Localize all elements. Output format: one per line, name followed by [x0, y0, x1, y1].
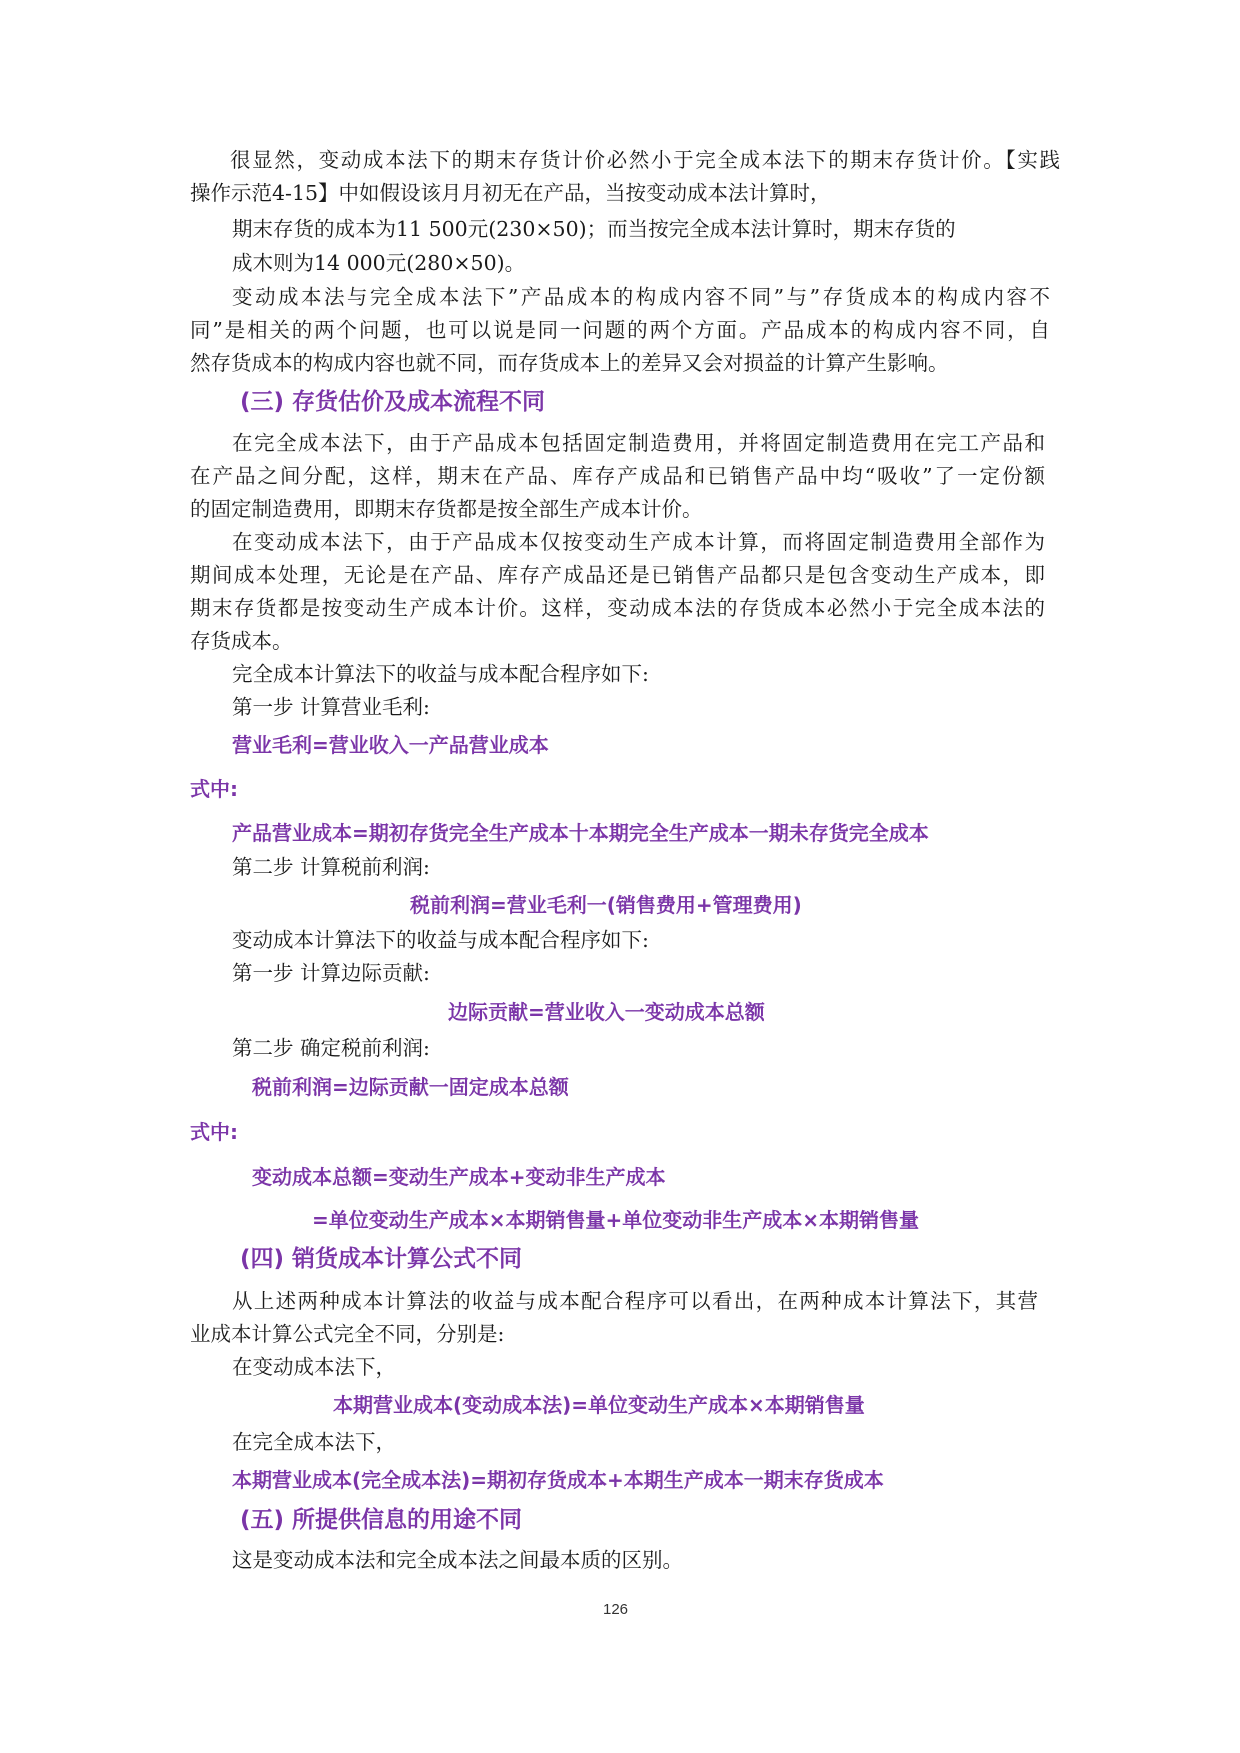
paragraph-line: 第二步 确定税前利润:	[232, 1036, 430, 1060]
page-number: 126	[603, 1601, 629, 1618]
paragraph-line: 在产品之间分配，这样，期末在产品、库存产成品和已销售产品中均“吸收”了一定份额	[190, 464, 1045, 488]
paragraph-line: 变动成本计算法下的收益与成本配合程序如下:	[232, 928, 649, 952]
paragraph-line: 在变动成本法下，	[232, 1355, 396, 1379]
paragraph-line: 在完全成本法下，	[232, 1430, 396, 1454]
section-heading: (三) 存货估价及成本流程不同	[240, 389, 546, 415]
section-heading: (五) 所提供信息的用途不同	[240, 1507, 523, 1533]
paragraph-line: 的固定制造费用，即期末存货都是按全部生产成本计价。	[190, 497, 703, 521]
section-heading: (四) 销货成本计算公式不同	[240, 1246, 523, 1272]
formula-label: 式中:	[190, 777, 238, 801]
paragraph-line: 同”是相关的两个问题，也可以说是同一问题的两个方面。产品成本的构成内容不同，自	[190, 318, 1050, 342]
paragraph-line: 第一步 计算边际贡献:	[232, 961, 430, 985]
paragraph-line: 这是变动成本法和完全成本法之间最本质的区别。	[232, 1548, 683, 1572]
paragraph-line: 从上述两种成本计算法的收益与成本配合程序可以看出，在两种成本计算法下，其营	[232, 1289, 1038, 1313]
formula: =单位变动生产成本×本期销售量+单位变动非生产成本×本期销售量	[312, 1208, 920, 1232]
paragraph-line: 在完全成本法下，由于产品成本包括固定制造费用，并将固定制造费用在完工产品和	[232, 431, 1045, 455]
formula: 税前利润=边际贡献一固定成本总额	[252, 1075, 569, 1099]
paragraph-line: 期末存货的成本为11 500元(230×50)；而当按完全成本法计算时，期末存货的	[232, 217, 956, 241]
formula: 本期营业成本(完全成本法)=期初存货成本+本期生产成本一期末存货成本	[232, 1468, 884, 1492]
paragraph-line: 在变动成本法下，由于产品成本仅按变动生产成本计算，而将固定制造费用全部作为	[232, 530, 1045, 554]
paragraph-line: 存货成本。	[190, 629, 293, 653]
formula: 边际贡献=营业收入一变动成本总额	[448, 1000, 765, 1024]
paragraph-line: 期末存货都是按变动生产成本计价。这样，变动成本法的存货成本必然小于完全成本法的	[190, 596, 1045, 620]
formula: 产品营业成本=期初存货完全生产成本十本期完全生产成本一期未存货完全成本	[232, 821, 929, 845]
formula: 变动成本总额=变动生产成本+变动非生产成本	[252, 1165, 666, 1189]
paragraph-line: 变动成本法与完全成本法下”产品成本的构成内容不同”与”存货成本的构成内容不	[232, 285, 1050, 309]
paragraph-line: 业成本计算公式完全不同，分别是:	[190, 1322, 505, 1346]
formula: 营业毛利=营业收入一产品营业成本	[232, 733, 549, 757]
paragraph-line: 成木则为14 000元(280×50)。	[232, 251, 526, 275]
formula-label: 式中:	[190, 1120, 238, 1144]
paragraph-line: 第一步 计算营业毛利:	[232, 695, 430, 719]
paragraph-line: 完全成本计算法下的收益与成本配合程序如下:	[232, 662, 649, 686]
formula: 本期营业成本(变动成本法)=单位变动生产成本×本期销售量	[333, 1393, 865, 1417]
paragraph-line: 然存货成本的构成内容也就不同，而存货成本上的差异又会对损益的计算产生影响。	[190, 351, 949, 375]
formula: 税前利润=营业毛利一(销售费用+管理费用)	[410, 893, 802, 917]
paragraph-line: 期间成本处理，无论是在产品、库存产成品还是已销售产品都只是包含变动生产成本，即	[190, 563, 1045, 587]
paragraph-line: 第二步 计算税前利润:	[232, 855, 430, 879]
paragraph-line: 操作示范4-15】中如假设该月月初无在产品，当按变动成本法计算时，	[190, 181, 831, 205]
paragraph-line: 很显然，变动成本法下的期末存货计价必然小于完全成本法下的期末存货计价。【实践	[230, 148, 1060, 172]
